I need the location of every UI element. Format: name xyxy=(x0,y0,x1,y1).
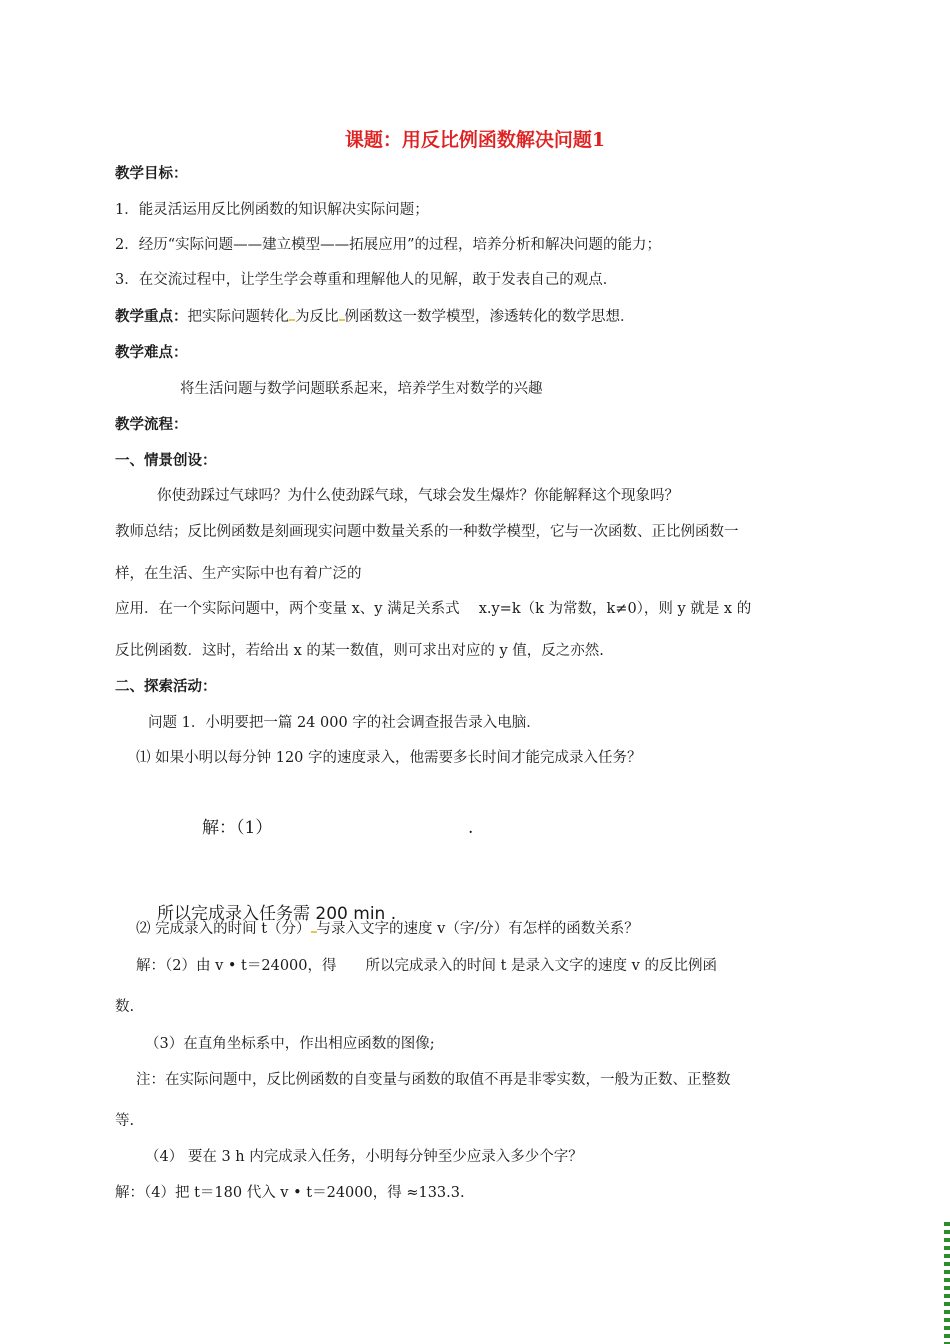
page-edge-marker xyxy=(944,1222,950,1344)
document-title: 课题：用反比例函数解决问题1 xyxy=(344,129,606,151)
key-point-line xyxy=(115,307,635,327)
question-3: （3）在直角坐标系中，作出相应函数的图像; xyxy=(145,1036,435,1052)
key-point-text-b: 为反比 xyxy=(295,309,339,325)
solution-1-label: 解：（1） xyxy=(202,818,273,838)
key-point-text-a: 把实际问题转化 xyxy=(187,309,289,325)
question-2-part-a: ⑵ 完成录入的时间 t（分） xyxy=(136,921,311,937)
key-point-heading: 教学重点： xyxy=(115,308,188,325)
section1-summary-4: 反比例函数．这时，若给出 x 的某一数值，则可求出对应的 y 值，反之亦然. xyxy=(115,643,604,659)
objective-item-1: 1．能灵活运用反比例函数的知识解决实际问题； xyxy=(115,202,429,218)
question-1: ⑴ 如果小明以每分钟 120 字的速度录入，他需要多长时间才能完成录入任务？ xyxy=(136,750,642,766)
note-line-1: 注：在实际问题中，反比例函数的自变量与函数的取值不再是非零实数，一般为正数、正整数 xyxy=(136,1072,731,1088)
solution-1-result-text: 所以完成录入任务需 xyxy=(157,904,316,924)
problem-1: 问题 1．小明要把一篇 24 000 字的社会调查报告录入电脑． xyxy=(148,715,541,731)
solution-2-line-2: 数. xyxy=(115,999,135,1015)
difficulty-heading: 教学难点： xyxy=(115,344,188,361)
section1-heading: 一、情景创设： xyxy=(115,452,217,469)
section1-summary-2: 样，在生活、生产实际中也有着广泛的 xyxy=(115,566,362,582)
section1-summary-3: 应用．在一个实际问题中，两个变量 x、y 满足关系式 x.y=k（k 为常数，k≠0），则 y 就是 x 的 xyxy=(115,601,752,617)
key-point-text-c: 例函数这一数学模型，渗透转化的数学思想． xyxy=(344,309,635,325)
objectives-heading: 教学目标： xyxy=(115,165,188,182)
solution-4: 解：（4）把 t＝180 代入 v • t＝24000，得 ≈133.3. xyxy=(115,1185,465,1201)
solution-1-dot: . xyxy=(468,818,474,838)
section2-heading: 二、探索活动： xyxy=(115,678,217,695)
question-2-part-b: 与录入文字的速度 v（字/分）有怎样的函数关系？ xyxy=(316,921,639,937)
note-line-2: 等. xyxy=(115,1113,135,1129)
question-4: （4） 要在 3 h 内完成录入任务，小明每分钟至少应录入多少个字？ xyxy=(145,1149,583,1165)
objective-item-3: 3．在交流过程中，让学生学会尊重和理解他人的见解，敢于发表自己的观点． xyxy=(115,272,618,288)
section1-question: 你使劲踩过气球吗？为什么使劲踩气球，气球会发生爆炸？你能解释这个现象吗？ xyxy=(157,488,679,504)
question-2 xyxy=(136,919,639,939)
solution-2-line-1: 解：（2）由 v • t＝24000，得 所以完成录入的时间 t 是录入文字的速度 v 的反比例函 xyxy=(136,958,717,974)
section1-summary-1: 教师总结；反比例函数是刻画现实问题中数量关系的一种数学模型，它与一次函数、正比例函数一 xyxy=(115,524,739,540)
objective-item-2: 2．经历“实际问题——建立模型——拓展应用”的过程，培养分析和解决问题的能力； xyxy=(115,237,662,253)
solution-1-result-value: 200 min . xyxy=(315,904,397,924)
process-heading: 教学流程： xyxy=(115,416,188,433)
difficulty-text: 将生活问题与数学问题联系起来，培养学生对数学的兴趣 xyxy=(180,381,543,397)
